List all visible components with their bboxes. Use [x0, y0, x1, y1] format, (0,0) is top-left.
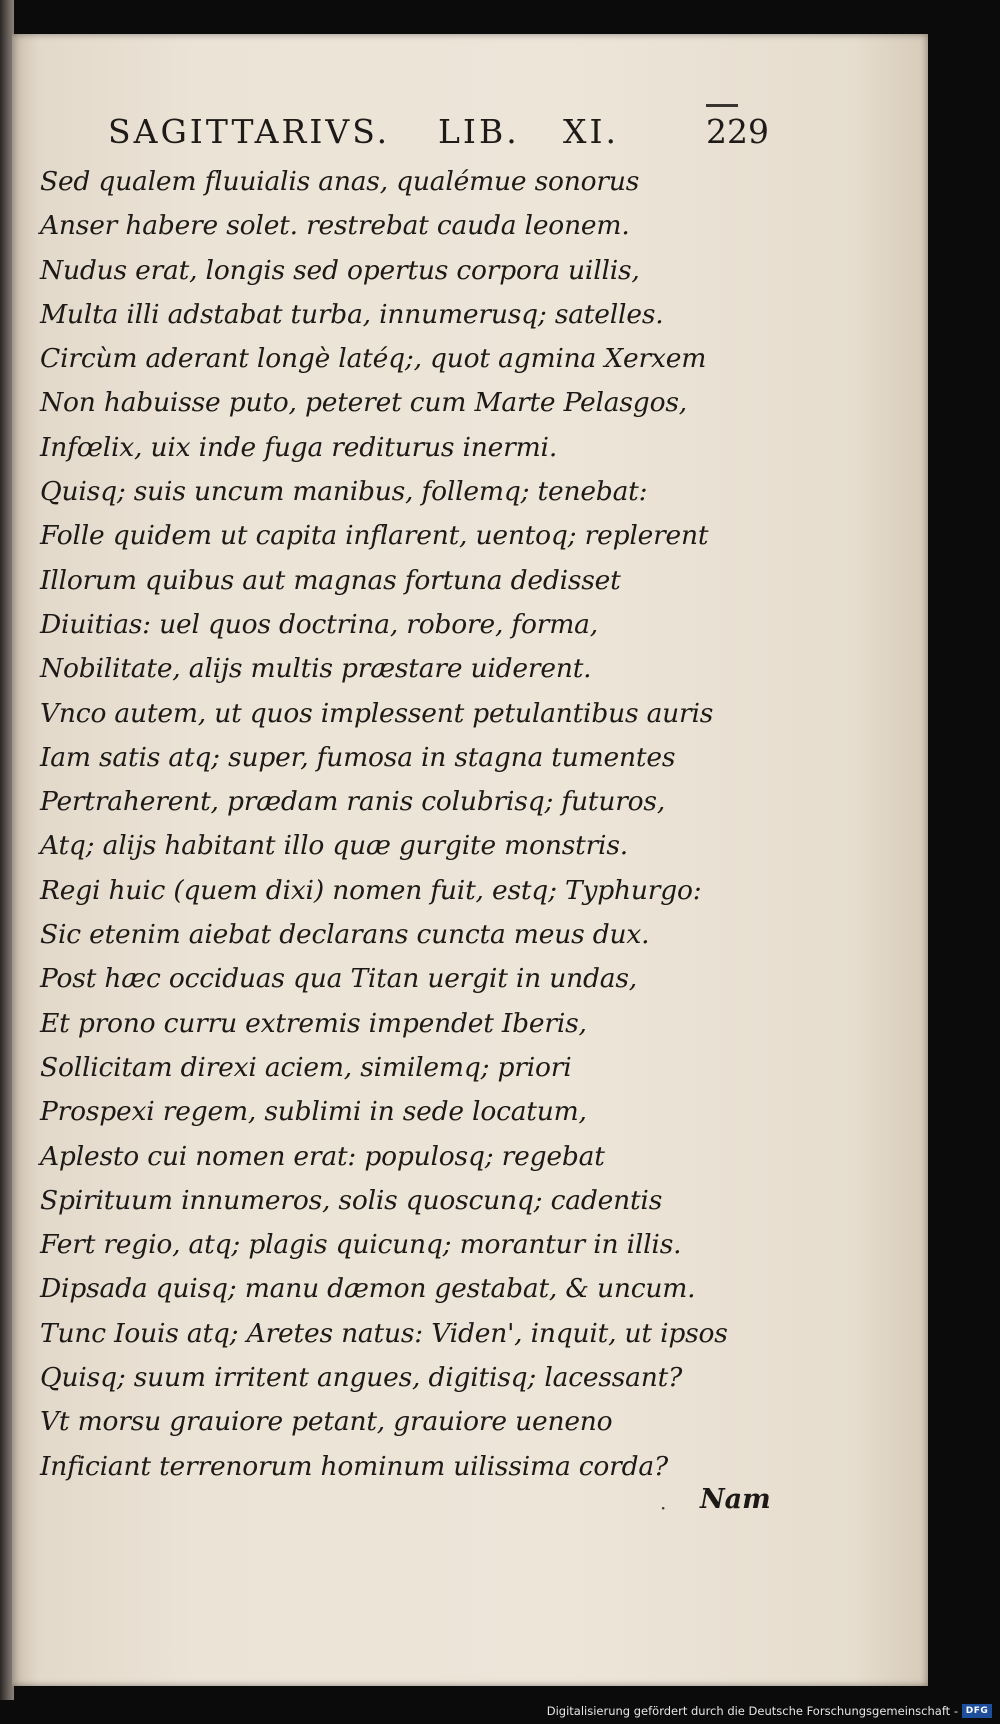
catchword: Nam: [700, 1484, 771, 1515]
folio-mark: [706, 104, 738, 107]
verse-line: Quisq; suis uncum manibus, follemq; tenebat:: [40, 476, 648, 508]
folio-number: 229: [706, 112, 769, 151]
verse-line: Circùm aderant longè latéq;, quot agmina Xerxem: [40, 343, 707, 375]
verse-line: Quisq; suum irritent angues, digitisq; lacessant?: [40, 1362, 683, 1394]
verse-line: Nobilitate, alijs multis præstare uiderent.: [40, 653, 592, 685]
verse-line: Vt morsu grauiore petant, grauiore ueneno: [40, 1406, 613, 1438]
running-head-book-number: XI.: [563, 112, 620, 151]
verse-line: Post hæc occiduas qua Titan uergit in undas,: [40, 963, 637, 995]
verse-line: Iam satis atq; super, fumosa in stagna tumentes: [40, 741, 676, 773]
verse-line: Sed qualem fluuialis anas, qualémue sonorus: [40, 166, 640, 197]
verse-line: Dipsada quisq; manu dæmon gestabat, & uncum.: [40, 1273, 696, 1305]
verse-line: Inficiant terrenorum hominum uilissima corda?: [40, 1450, 668, 1482]
verse-line: Non habuisse puto, peteret cum Marte Pelasgos,: [40, 387, 687, 419]
digitization-credit: Digitalisierung gefördert durch die Deutsche Forschungsgemeinschaft -: [546, 1704, 958, 1718]
running-head-title: SAGITTARIVS.: [108, 112, 391, 151]
verse-line: Anser habere solet. restrebat cauda leonem.: [40, 210, 630, 242]
verse-line: Pertraherent, prædam ranis colubrisq; futuros,: [40, 786, 666, 818]
verse-line: Sollicitam direxi aciem, similemq; priori: [40, 1051, 572, 1083]
verse-line: Nudus erat, longis sed opertus corpora uillis,: [40, 254, 640, 286]
verse-line: Et prono curru extremis impendet Iberis,: [40, 1007, 587, 1039]
verse-text: [40, 160, 760, 1489]
verse-line: Aplesto cui nomen erat: populosq; regebat: [40, 1140, 605, 1172]
verse-line: Sic etenim aiebat declarans cuncta meus dux.: [40, 919, 650, 951]
verse-line: Multa illi adstabat turba, innumerusq; satelles.: [40, 298, 664, 330]
verse-line: Illorum quibus aut magnas fortuna dedisset: [40, 564, 621, 596]
verse-line: Diuitias: uel quos doctrina, robore, forma,: [40, 608, 598, 640]
dfg-logo-icon: DFG: [962, 1704, 992, 1718]
verse-line: Infœlix, uix inde fuga rediturus inermi.: [40, 431, 558, 463]
running-head: [108, 112, 758, 160]
verse-line: Spirituum innumeros, solis quoscunq; cadentis: [40, 1184, 663, 1216]
verse-line: Tunc Iouis atq; Aretes natus: Viden', inquit, ut ipsos: [40, 1317, 728, 1349]
verse-line: Regi huic (quem dixi) nomen fuit, estq; Typhurgo:: [40, 874, 702, 906]
verse-line: Folle quidem ut capita inflarent, uentoq; replerent: [40, 520, 709, 552]
verse-line: Prospexi regem, sublimi in sede locatum,: [40, 1096, 587, 1128]
catchword-dot: ·: [660, 1496, 667, 1520]
verse-line: Vnco autem, ut quos implessent petulantibus auris: [40, 697, 714, 729]
verse-line: Atq; alijs habitant illo quæ gurgite monstris.: [40, 830, 628, 862]
running-head-book: LIB.: [438, 112, 520, 151]
verse-line: Fert regio, atq; plagis quicunq; morantur in illis.: [40, 1229, 682, 1261]
